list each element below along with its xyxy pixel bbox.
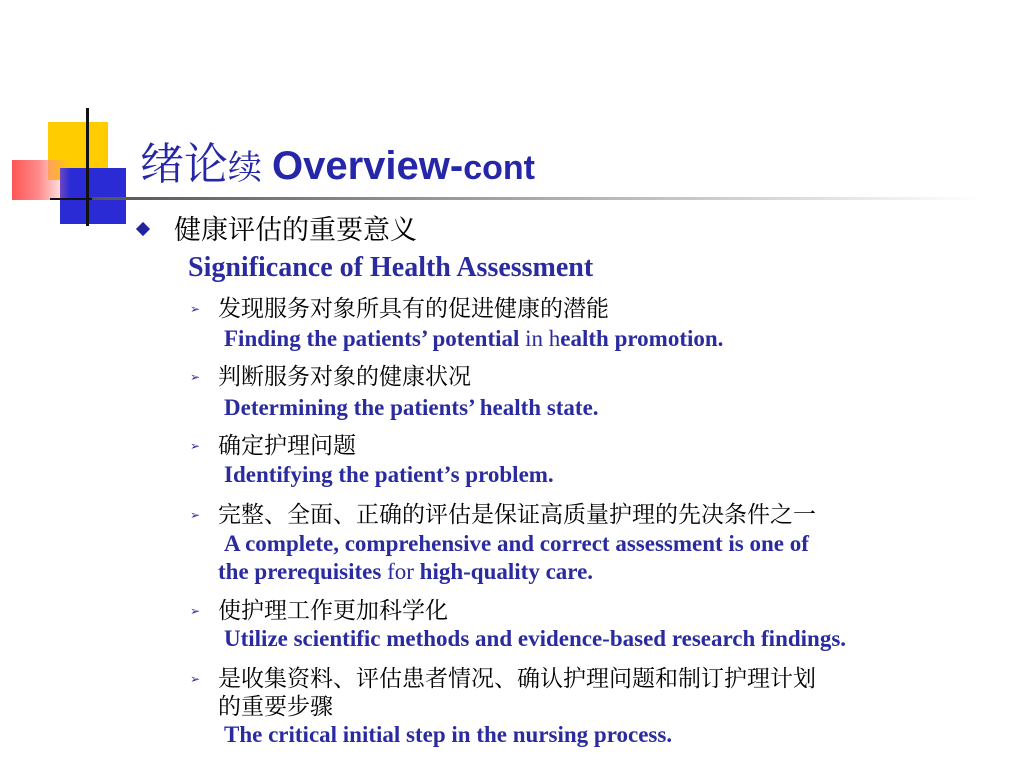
item-en [224, 626, 846, 652]
decor-red-bar [12, 160, 70, 200]
decor-vertical-line [86, 108, 89, 226]
item-en-part: Determining the patients’ health state. [224, 395, 599, 420]
item-zh: 发现服务对象所具有的促进健康的潜能 [218, 296, 609, 322]
title-zh-small: 续 [228, 148, 262, 188]
item-en [224, 395, 599, 421]
item-en-part: h [543, 326, 561, 351]
item-zh: 完整、全面、正确的评估是保证高质量护理的先决条件之一 [218, 502, 816, 528]
item-zh-line1: 是收集资料、评估患者情况、确认护理问题和制订护理计划 [218, 666, 816, 692]
item-en-part: in [525, 326, 544, 351]
arrowhead-bullet-icon: ➢ [190, 508, 201, 522]
item-zh: 确定护理问题 [218, 433, 356, 459]
title-en-suffix: cont [463, 149, 535, 187]
item-zh-line2: 的重要步骤 [218, 694, 333, 720]
item-en-line1: A complete, comprehensive and correct assessment is one of [224, 531, 809, 556]
title-en: Overview- [272, 144, 464, 188]
arrowhead-bullet-icon: ➢ [190, 604, 201, 618]
main-heading-zh: 健康评估的重要意义 [174, 215, 417, 246]
item-en-line2 [218, 559, 593, 585]
main-heading-en: Significance of Health Assessment [188, 252, 594, 283]
item-en-part: Identifying the patient’s problem. [224, 462, 554, 487]
item-en-part: Utilize scientific methods and evidence-based research findings. [224, 626, 847, 651]
item-en-part: Finding the patients’ potential [224, 326, 526, 351]
item-en-part: for [387, 559, 414, 584]
item-en [224, 462, 554, 488]
arrowhead-bullet-icon: ➢ [190, 439, 201, 453]
item-en-part: the prerequisites [218, 559, 388, 584]
item-en-part: The critical initial step in the nursing process. [224, 722, 673, 747]
slide-title [140, 128, 535, 192]
arrowhead-bullet-icon: ➢ [190, 672, 201, 686]
item-en [224, 326, 723, 352]
item-en [224, 722, 672, 748]
item-zh: 使护理工作更加科学化 [218, 598, 448, 624]
title-underline [92, 197, 980, 200]
arrowhead-bullet-icon: ➢ [190, 302, 201, 316]
diamond-bullet-icon [136, 222, 150, 236]
arrowhead-bullet-icon: ➢ [190, 370, 201, 384]
item-en-part: high-quality care. [413, 559, 594, 584]
title-zh: 绪论 [140, 139, 228, 190]
item-en-part: ealth promotion. [560, 326, 724, 351]
item-zh: 判断服务对象的健康状况 [218, 364, 471, 390]
